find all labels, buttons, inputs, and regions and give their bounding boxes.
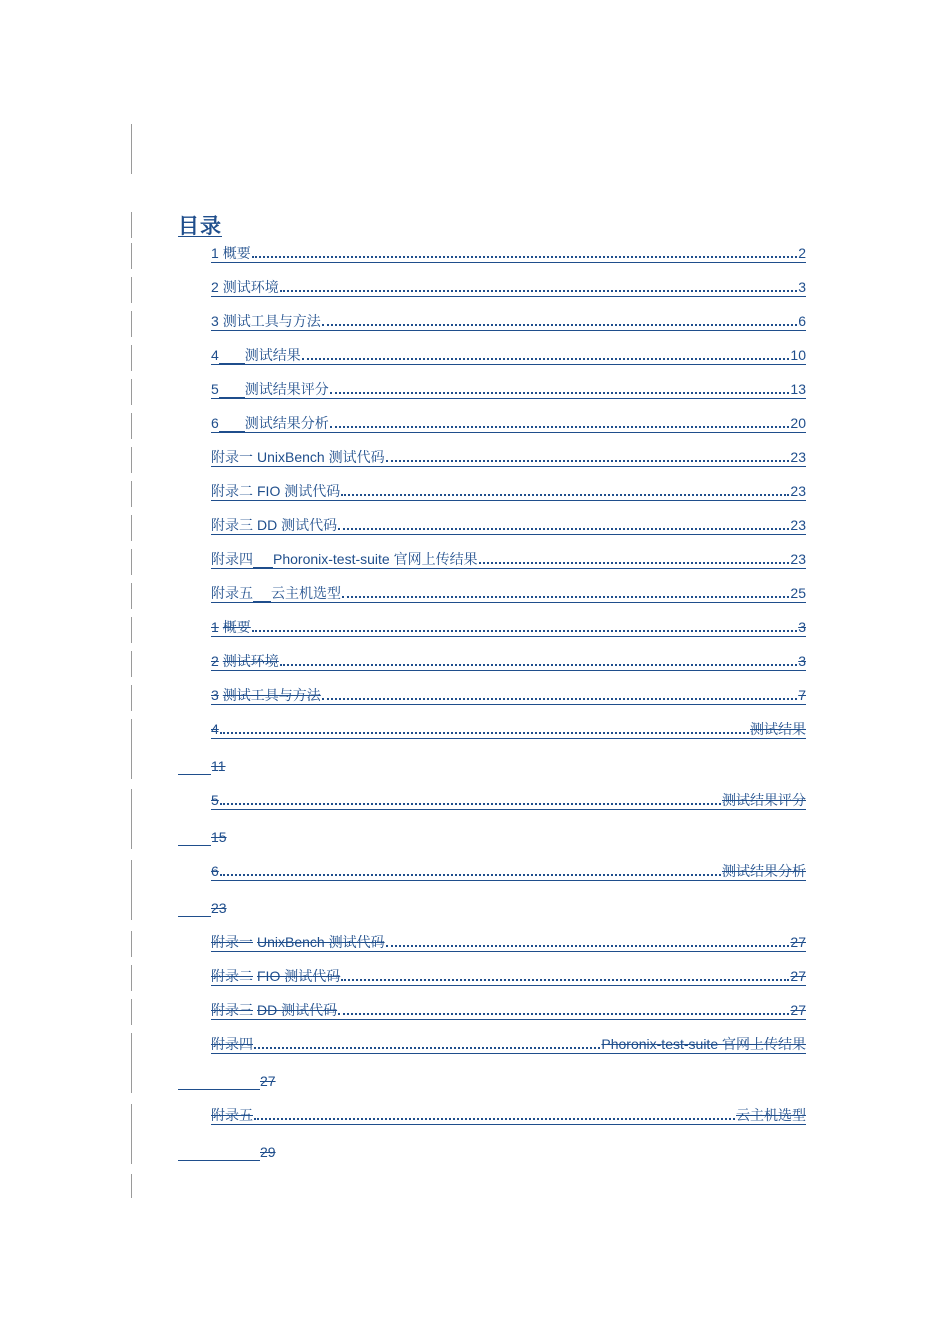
tab-underline: [178, 765, 211, 775]
toc-entry-number: 3: [211, 687, 219, 703]
toc-entry-text: 测试结果评分: [722, 792, 806, 808]
toc-entry-text: UnixBench 测试代码: [257, 934, 385, 950]
toc-entry-page: 7: [798, 687, 806, 703]
toc-leader: [220, 803, 721, 805]
toc-tab-gap: [253, 552, 273, 568]
toc-leader: [341, 979, 789, 981]
toc-entry-page: 6: [798, 313, 806, 329]
toc-entry-text: Phoronix-test-suite 官网上传结果: [273, 551, 478, 567]
change-bar: [131, 651, 132, 677]
toc-leader: [330, 426, 790, 428]
change-bar: [131, 931, 132, 957]
deleted-toc-entry-4-page-line: [178, 755, 226, 775]
toc-entry-number: 附录一: [211, 449, 253, 465]
toc-entry-page: 23: [790, 517, 806, 533]
toc-entry-appendix-2[interactable]: [211, 480, 806, 501]
toc-entry-page: 11: [211, 758, 226, 774]
toc-entry-text: 测试工具与方法: [222, 687, 321, 703]
toc-entry-text: 测试结果: [750, 721, 806, 737]
toc-entry-number: 6: [211, 415, 219, 431]
toc-leader: [479, 562, 790, 564]
toc-entry-page: 3: [798, 619, 806, 635]
toc-entry-number: 5: [211, 792, 219, 808]
toc-entry-page: 3: [798, 653, 806, 669]
toc-leader: [280, 664, 797, 666]
deleted-toc-entry-appendix-2[interactable]: [211, 965, 806, 986]
toc-entry-1[interactable]: [211, 242, 806, 263]
toc-leader: [341, 494, 789, 496]
deleted-toc-entry-appendix-4[interactable]: [211, 1033, 806, 1054]
toc-entry-page: 15: [211, 829, 227, 845]
deleted-toc-entry-appendix-1[interactable]: [211, 931, 806, 952]
deleted-toc-entry-appendix-5[interactable]: [211, 1104, 806, 1125]
change-bar: [131, 1033, 132, 1093]
change-bar: [131, 379, 132, 405]
toc-entry-number: 附录五: [211, 585, 253, 601]
toc-entry-number: 4: [211, 721, 219, 737]
toc-leader: [386, 460, 790, 462]
toc-entry-number: 附录四: [211, 551, 253, 567]
toc-entry-text: FIO 测试代码: [257, 483, 341, 499]
toc-entry-text: 概要: [222, 619, 251, 635]
toc-leader: [254, 1047, 600, 1049]
change-bar: [131, 243, 132, 269]
toc-entry-number: 附录三: [211, 1002, 253, 1018]
toc-leader: [338, 528, 789, 530]
toc-entry-text: 测试环境: [222, 279, 279, 295]
toc-entry-page: 29: [260, 1144, 276, 1160]
toc-entry-number: 附录五: [211, 1107, 253, 1123]
toc-leader: [252, 630, 797, 632]
toc-entry-number: 6: [211, 863, 219, 879]
change-bar: [131, 515, 132, 541]
toc-entry-page: 23: [790, 551, 806, 567]
toc-entry-page: 27: [790, 1002, 806, 1018]
toc-leader: [252, 256, 797, 258]
change-bar: [131, 447, 132, 473]
toc-entry-appendix-5[interactable]: [211, 582, 806, 603]
toc-entry-page: 27: [260, 1073, 276, 1089]
change-bar: [131, 1104, 132, 1164]
toc-entry-number: 1: [211, 245, 219, 261]
toc-entry-number: 2: [211, 653, 219, 669]
toc-entry-number: 附录一: [211, 934, 253, 950]
toc-entry-text: UnixBench 测试代码: [257, 449, 385, 465]
change-bar: [131, 789, 132, 849]
toc-entry-page: 23: [790, 483, 806, 499]
toc-leader: [254, 1118, 735, 1120]
toc-leader: [322, 324, 797, 326]
toc-tab-gap: [219, 348, 245, 364]
toc-entry-page: 20: [790, 415, 806, 431]
toc-leader: [342, 596, 789, 598]
toc-entry-4[interactable]: [211, 344, 806, 365]
change-bar: [131, 481, 132, 507]
toc-entry-text: FIO 测试代码: [257, 968, 341, 984]
change-bar: [131, 277, 132, 303]
change-bar: [131, 345, 132, 371]
toc-entry-text: DD 测试代码: [257, 1002, 338, 1018]
change-bar: [131, 719, 132, 779]
change-bar: [131, 860, 132, 920]
toc-entry-page: 3: [798, 279, 806, 295]
toc-entry-appendix-4[interactable]: [211, 548, 806, 569]
toc-entry-page: 25: [790, 585, 806, 601]
toc-leader: [322, 698, 797, 700]
toc-entry-text: 测试结果分析: [722, 863, 806, 879]
deleted-toc-entry-5-page-line: [178, 826, 227, 846]
deleted-toc-entry-2[interactable]: [211, 650, 806, 671]
toc-entry-5[interactable]: [211, 378, 806, 399]
toc-entry-appendix-1[interactable]: [211, 446, 806, 467]
change-bar: [131, 685, 132, 711]
toc-entry-text: Phoronix-test-suite 官网上传结果: [601, 1036, 806, 1052]
toc-entry-2[interactable]: [211, 276, 806, 297]
change-bar: [131, 999, 132, 1025]
deleted-toc-entry-5[interactable]: [211, 789, 806, 810]
tab-underline: [178, 1151, 260, 1161]
change-bar: [131, 1174, 132, 1198]
toc-entry-number: 1: [211, 619, 219, 635]
deleted-toc-entry-appendix-5-page-line: [178, 1141, 276, 1161]
tab-underline: [178, 836, 211, 846]
change-bar: [131, 549, 132, 575]
tab-underline: [178, 1080, 260, 1090]
toc-entry-text: 测试结果: [244, 347, 301, 363]
toc-leader: [220, 732, 749, 734]
toc-entry-number: 附录四: [211, 1036, 253, 1052]
toc-entry-text: DD 测试代码: [257, 517, 338, 533]
toc-leader: [220, 874, 721, 876]
toc-leader: [330, 392, 790, 394]
toc-tab-gap: [219, 416, 245, 432]
change-bar: [131, 617, 132, 643]
toc-entry-6[interactable]: [211, 412, 806, 433]
toc-leader: [338, 1013, 789, 1015]
deleted-toc-entry-6-page-line: [178, 897, 227, 917]
toc-entry-text: 测试结果评分: [244, 381, 329, 397]
change-bar: [131, 965, 132, 991]
change-bar: [131, 583, 132, 609]
toc-entry-page: 2: [798, 245, 806, 261]
deleted-toc-entry-6[interactable]: [211, 860, 806, 881]
deleted-toc-entry-appendix-3[interactable]: [211, 999, 806, 1020]
toc-leader: [280, 290, 797, 292]
deleted-toc-entry-1[interactable]: [211, 616, 806, 637]
toc-tab-gap: [253, 586, 271, 602]
toc-entry-page: 23: [211, 900, 227, 916]
toc-entry-page: 13: [790, 381, 806, 397]
toc-entry-appendix-3[interactable]: [211, 514, 806, 535]
toc-entry-number: 附录二: [211, 968, 253, 984]
toc-entry-number: 4: [211, 347, 219, 363]
toc-entry-page: 27: [790, 968, 806, 984]
toc-entry-number: 5: [211, 381, 219, 397]
deleted-toc-entry-appendix-4-page-line: [178, 1070, 276, 1090]
change-bar: [131, 311, 132, 337]
tab-underline: [178, 907, 211, 917]
toc-entry-text: 测试结果分析: [244, 415, 329, 431]
toc-tab-gap: [219, 382, 245, 398]
toc-entry-page: 10: [790, 347, 806, 363]
change-bar: [131, 413, 132, 439]
toc-entry-number: 3: [211, 313, 219, 329]
toc-entry-page: 23: [790, 449, 806, 465]
toc-leader: [302, 358, 790, 360]
toc-entry-3[interactable]: [211, 310, 806, 331]
toc-entry-number: 2: [211, 279, 219, 295]
toc-entry-text: 测试环境: [222, 653, 279, 669]
toc-entry-number: 附录三: [211, 517, 253, 533]
change-bar: [131, 124, 132, 174]
toc-entry-text: 概要: [222, 245, 251, 261]
toc-leader: [386, 945, 790, 947]
change-bar: [131, 212, 132, 238]
toc-title: 目录: [178, 215, 222, 238]
toc-entry-text: 云主机选型: [736, 1107, 806, 1123]
toc-entry-number: 附录二: [211, 483, 253, 499]
toc-entry-text: 测试工具与方法: [222, 313, 321, 329]
deleted-toc-entry-3[interactable]: [211, 684, 806, 705]
toc-entry-page: 27: [790, 934, 806, 950]
toc-entry-text: 云主机选型: [271, 585, 341, 601]
deleted-toc-entry-4[interactable]: [211, 718, 806, 739]
